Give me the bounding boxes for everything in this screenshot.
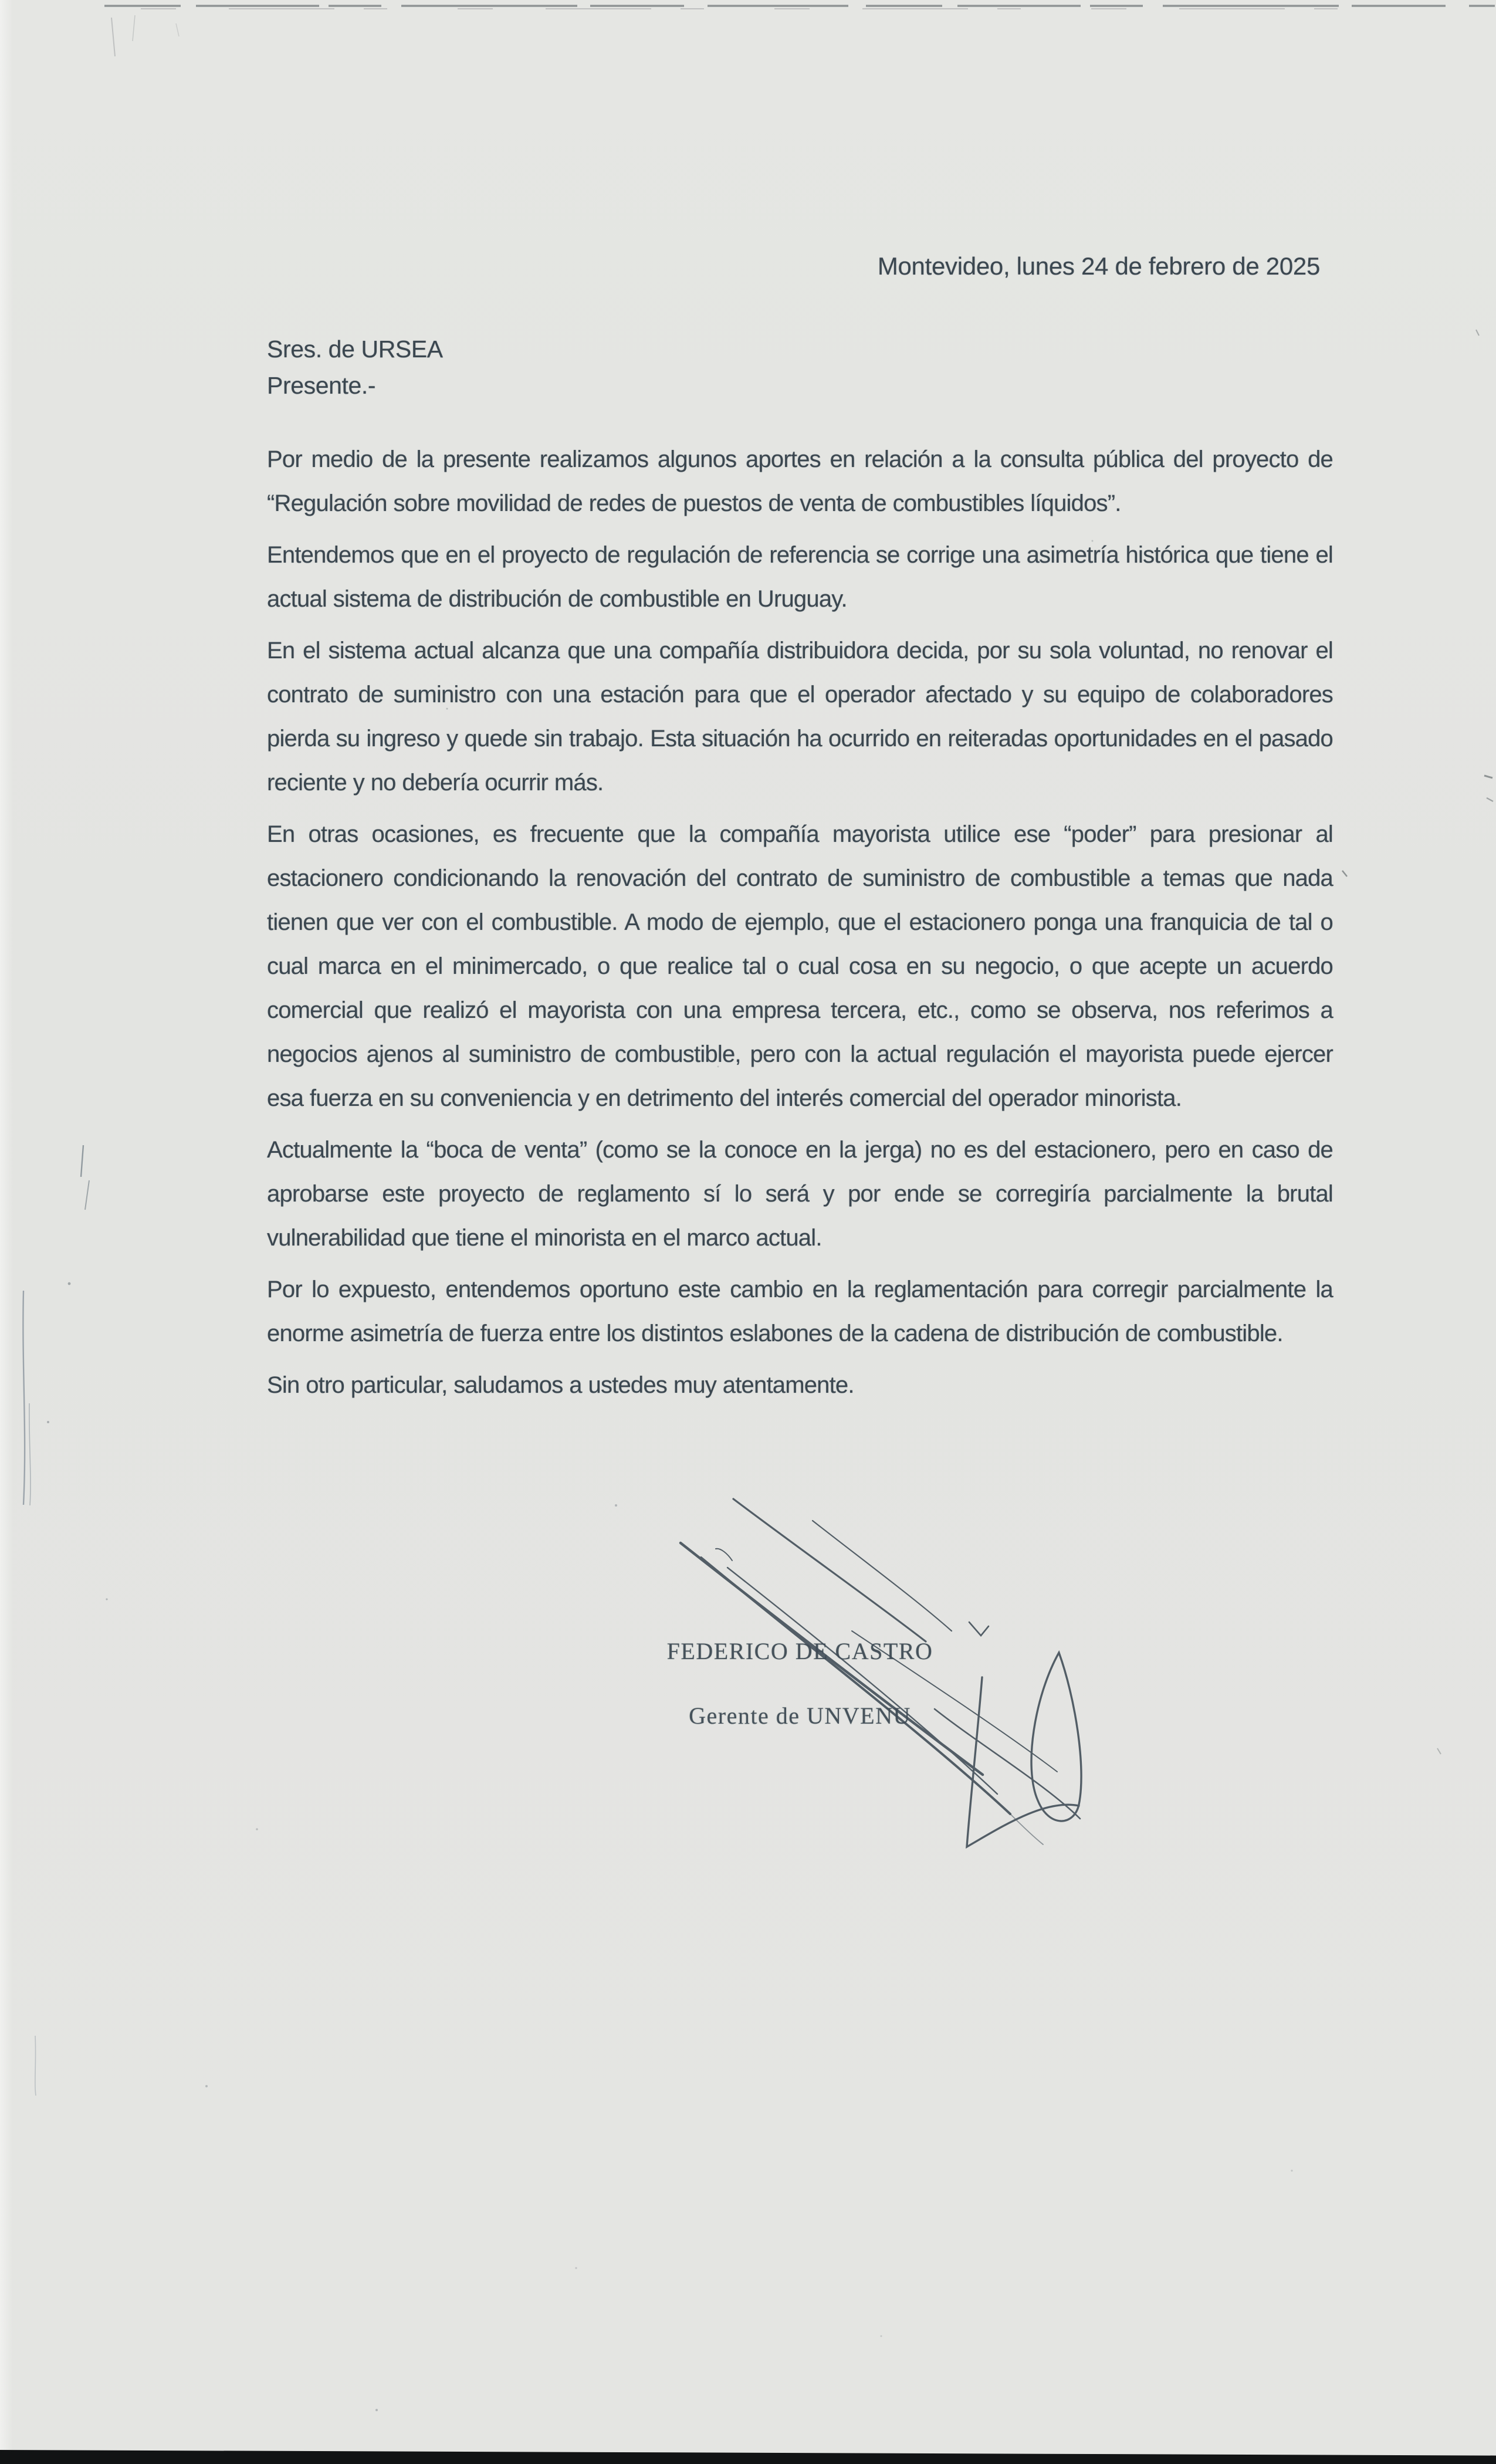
- salutation: Presente.-: [267, 372, 376, 399]
- closing-line: Sin otro particular, saludamos a ustedes muy atentamente.: [267, 1372, 854, 1398]
- scanner-edge-highlight: [0, 0, 13, 2464]
- body-paragraph: Actualmente la “boca de venta” (como se la conoce en la jerga) no es del estacionero, pero en caso de aprobarse este proyecto de reglamento sí lo será y por ende se corregiría parcialmente la brutal vulnerabilidad que tiene el minorista en el marco actual.: [267, 1137, 1333, 1251]
- signature-block: [267, 1637, 1333, 1731]
- body-paragraph: Por medio de la presente realizamos algunos aportes en relación a la consulta pública del proyecto de “Regulación sobre movilidad de redes de puestos de venta de combustibles líquidos”.: [267, 446, 1333, 516]
- letter-paragraphs: [267, 438, 1333, 1407]
- letter-body: [267, 0, 1333, 1415]
- body-paragraph: Por lo expuesto, entendemos oportuno este cambio en la reglamentación para corregir parcialmente la enorme asimetría de fuerza entre los distintos eslabones de la cadena de distribución de combustible.: [267, 1277, 1333, 1346]
- scanner-bottom-band: [0, 2446, 1496, 2464]
- date-line: Montevideo, lunes 24 de febrero de 2025: [877, 252, 1320, 280]
- recipient-name: Sres. de URSEA: [267, 336, 443, 363]
- signer-title: Gerente de UNVENU: [689, 1703, 911, 1729]
- body-paragraph: En el sistema actual alcanza que una compañía distribuidora decida, por su sola voluntad, no renovar el contrato de suministro con una estación para que el operador afectado y su equipo de colaboradores pierda su ingreso y quede sin trabajo. Esta situación ha ocurrido en reiteradas oportunidades en el pasado reciente y no debería ocurrir más.: [267, 638, 1333, 796]
- body-paragraph: Entendemos que en el proyecto de regulación de referencia se corrige una asimetría histórica que tiene el actual sistema de distribución de combustible en Uruguay.: [267, 542, 1333, 612]
- recipient-block: [267, 331, 1333, 404]
- body-paragraph: En otras ocasiones, es frecuente que la compañía mayorista utilice ese “poder” para presionar al estacionero condicionando la renovación del contrato de suministro de combustible a temas que nada tienen que ver con el combustible. A modo de ejemplo, que el estacionero ponga una franquicia de tal o cual marca en el minimercado, o que realice tal o cual cosa en su negocio, o que acepte un acuerdo comercial que realizó el mayorista con una empresa tercera, etc., como se observa, nos referimos a negocios ajenos al suministro de combustible, pero con la actual regulación el mayorista puede ejercer esa fuerza en su conveniencia y en detrimento del interés comercial del operador minorista.: [267, 821, 1333, 1111]
- signer-name: FEDERICO DE CASTRO: [666, 1638, 933, 1664]
